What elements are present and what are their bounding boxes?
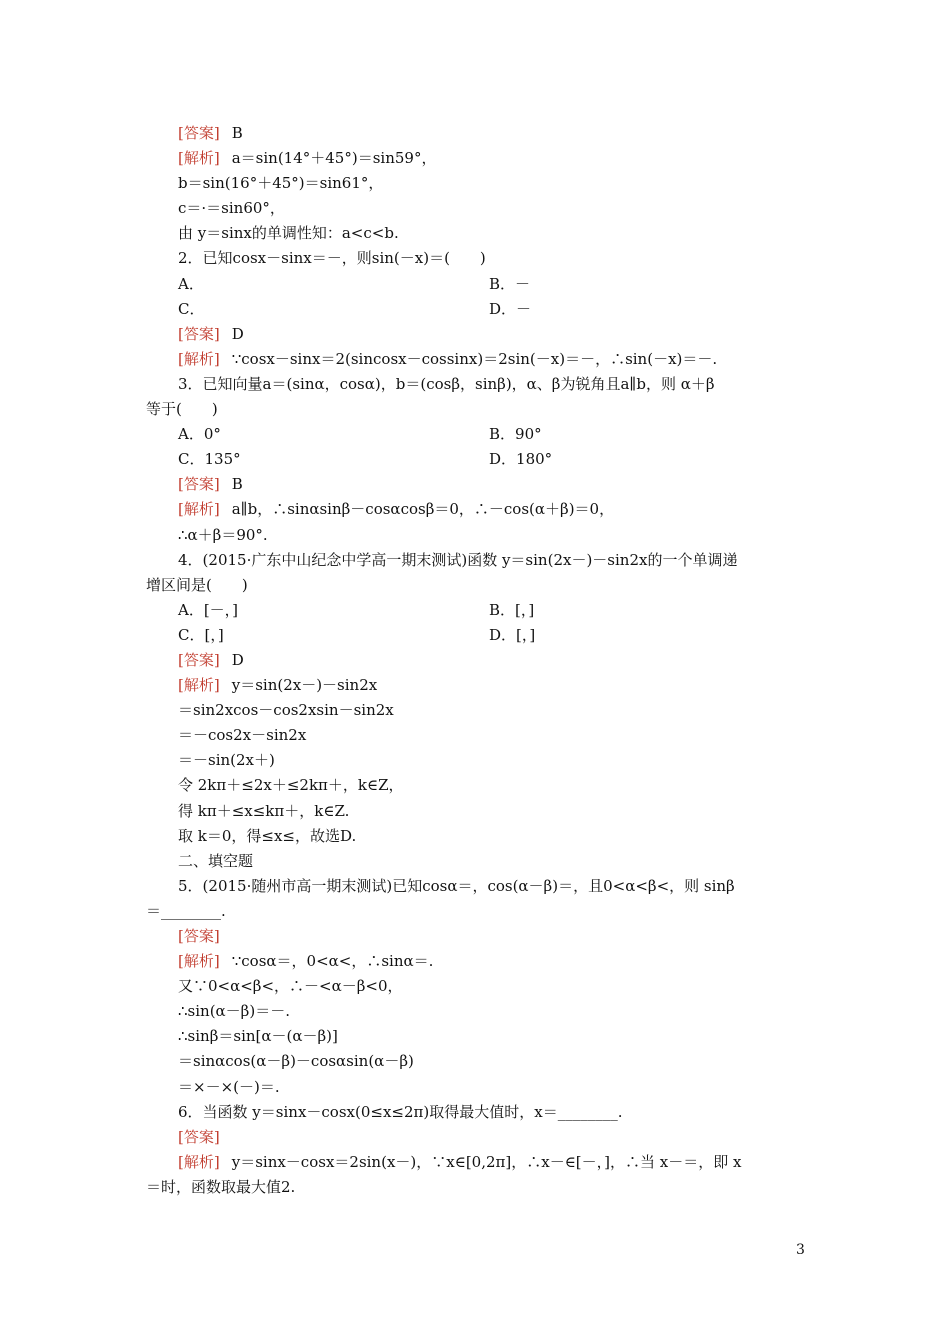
line-text: a＝sin(14°＋45°)＝sin59°， [231,149,437,168]
line-text: c＝·＝sin60°， [178,199,285,218]
labeled-line [146,949,811,974]
option-left: A． [178,274,204,293]
text-line [146,824,811,849]
line-text: B [231,124,243,142]
line-text: D [231,324,244,343]
line-text: ＝时，函数取最大值2. [146,1177,296,1196]
labeled-line [146,146,811,171]
text-line [146,849,811,874]
labeled-line [146,472,811,497]
line-text: 3．已知向量a＝(sinα，cosα)，b＝(cosβ，sinβ)，α、β为锐角且a∥b，则 α＋β [178,374,715,393]
text-line [146,748,811,773]
line-text: 等于( ) [146,400,218,419]
line-text: D [231,650,244,669]
section-tag: [答案] [178,475,220,494]
text-line [146,573,811,598]
line-text: ∴α＋β＝90°. [178,525,268,544]
option-row [146,297,811,322]
labeled-line [146,924,811,949]
line-text: 得 kπ＋≤x≤kπ＋，k∈Z. [178,801,350,820]
section-tag: [解析] [178,500,220,519]
line-text: ∵cosx－sinx＝2(sincosx－cossinx)＝2sin(－x)＝－，∴sin(－x)＝－. [231,349,718,368]
line-text: ＝________. [146,901,226,920]
text-line [146,723,811,748]
line-text: b＝sin(16°＋45°)＝sin61°， [178,174,384,193]
line-text: ∵cosα＝，0<α<，∴sinα＝. [231,952,434,971]
option-row [146,447,811,472]
section-tag: [答案] [178,927,220,945]
section-tag: [解析] [178,349,220,368]
line-text: 6．当函数 y＝sinx－cosx(0≤x≤2π)取得最大值时，x＝________. [178,1102,623,1121]
line-text: y＝sin(2x－)－sin2x [231,676,378,695]
section-tag: [解析] [178,676,220,695]
text-line [146,999,811,1024]
line-text [220,927,232,945]
text-line [146,523,811,548]
option-right: D．－ [489,299,532,318]
page-number: 3 [796,1242,805,1258]
option-left: C．[，] [178,625,224,644]
section-tag: [答案] [178,324,220,343]
option-right: B．－ [489,274,531,293]
option-left: C． [178,299,205,318]
text-line [146,1100,811,1125]
line-text: B [231,475,243,494]
line-text: a∥b，∴sinαsinβ－cosαcosβ＝0，∴－cos(α＋β)＝0， [231,500,615,519]
text-line [146,397,811,422]
section-tag: [解析] [178,149,220,168]
text-line [146,974,811,999]
labeled-line [146,322,811,347]
line-text: ＝sinαcos(α－β)－cosαsin(α－β) [178,1052,414,1071]
line-text: ∴sin(α－β)＝－. [178,1002,290,1021]
option-row [146,598,811,623]
section-tag: [答案] [178,124,220,142]
line-text: ∴sinβ＝sin[α－(α－β)] [178,1027,338,1046]
labeled-line [146,673,811,698]
text-line [146,698,811,723]
labeled-line [146,648,811,673]
option-row [146,272,811,297]
line-text: 2．已知cosx－sinx＝－，则sin(－x)＝( ) [178,249,486,268]
text-line [146,874,811,899]
line-text: ＝－sin(2x＋) [178,751,275,770]
text-line [146,548,811,573]
text-line [146,221,811,246]
labeled-line [146,1150,811,1175]
option-left: A．[－，] [178,600,239,619]
line-text: ＝×－×(－)＝. [178,1077,280,1096]
text-line [146,372,811,397]
option-right: B．90° [489,425,542,444]
text-line [146,773,811,798]
text-line [146,1049,811,1074]
line-text: 5．(2015·随州市高一期末测试)已知cosα＝，cos(α－β)＝，且0<α<β<，则 sinβ [178,876,735,895]
text-line [146,1075,811,1100]
line-text: ＝sin2xcos－cos2xsin－sin2x [178,701,394,720]
line-text: 令 2kπ＋≤2x＋≤2kπ＋，k∈Z， [178,776,404,795]
line-text: 由 y＝sinx的单调性知：a<c<b. [178,224,399,243]
section-tag: [答案] [178,650,220,669]
line-text: 二、填空题 [178,851,254,870]
text-line [146,196,811,221]
labeled-line [146,497,811,522]
option-left: A．0° [178,425,221,444]
line-text: 增区间是( ) [146,575,248,594]
labeled-line [146,347,811,372]
line-text: y＝sinx－cosx＝2sin(x－)，∵x∈[0,2π]，∴x－∈[－，]，∴当 x－＝，即 x [231,1152,742,1171]
option-right: B．[，] [489,600,535,619]
section-tag: [解析] [178,1152,220,1171]
page-content [146,121,811,1200]
text-line [146,246,811,271]
section-tag: [答案] [178,1127,220,1146]
line-text: 取 k＝0，得≤x≤，故选D. [178,826,357,845]
line-text: 又∵0<α<β<，∴－<α－β<0， [178,977,403,996]
option-left: C．135° [178,450,241,469]
line-text: ＝－cos2x－sin2x [178,726,307,745]
labeled-line [146,121,811,146]
text-line [146,171,811,196]
text-line [146,1175,811,1200]
text-line [146,799,811,824]
option-row [146,422,811,447]
option-right: D．[，] [489,625,536,644]
option-right: D．180° [489,450,553,469]
section-tag: [解析] [178,952,220,971]
labeled-line [146,1125,811,1150]
text-line [146,1024,811,1049]
line-text: 4．(2015·广东中山纪念中学高一期末测试)函数 y＝sin(2x－)－sin2x的一个单调递 [178,550,738,569]
option-row [146,623,811,648]
line-text [220,1128,232,1146]
text-line [146,899,811,924]
